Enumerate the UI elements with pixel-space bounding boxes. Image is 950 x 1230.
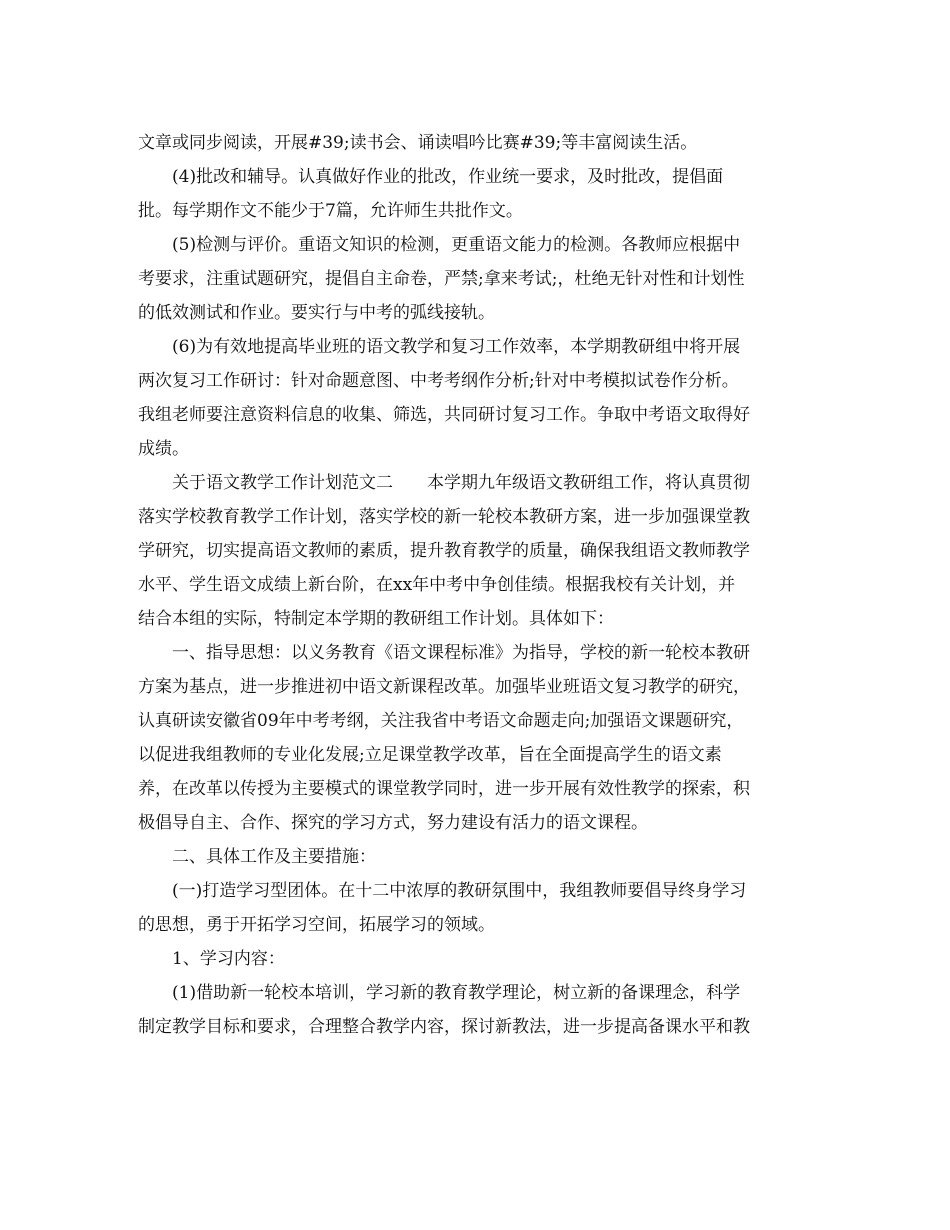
text-line: 我组老师要注意资料信息的收集、筛选，共同研讨复习工作。争取中考语文取得好 — [138, 405, 750, 425]
text-line: 关于语文教学工作计划范文二 本学期九年级语文教研组工作，将认真贯彻 — [172, 473, 750, 493]
text-line: (一)打造学习型团体。在十二中浓厚的教研氛围中，我组教师要倡导终身学习 — [172, 881, 747, 901]
text-line: 二、具体工作及主要措施： — [172, 847, 376, 867]
text-line: (5)检测与评价。重语文知识的检测，更重语文能力的检测。各教师应根据中 — [172, 235, 741, 255]
text-line: 养，在改革以传授为主要模式的课堂教学同时，进一步开展有效性教学的探索，积 — [138, 779, 750, 799]
text-line: 制定教学目标和要求，合理整合教学内容，探讨新教法，进一步提高备课水平和教 — [138, 1017, 750, 1037]
text-line: 方案为基点，进一步推进初中语文新课程改革。加强毕业班语文复习教学的研究， — [138, 677, 750, 697]
text-line: 认真研读安徽省09年中考考纲，关注我省中考语文命题走向;加强语文课题研究， — [138, 711, 744, 731]
text-line: 结合本组的实际，特制定本学期的教研组工作计划。具体如下： — [138, 609, 614, 629]
document-body — [138, 126, 814, 1044]
text-line: 一、指导思想：以义务教育《语文课程标准》为指导，学校的新一轮校本教研 — [172, 643, 750, 663]
text-line: 以促进我组教师的专业化发展;立足课堂教学改革，旨在全面提高学生的语文素 — [138, 745, 722, 765]
text-line: 文章或同步阅读，开展#39;读书会、诵读唱吟比赛#39;等丰富阅读生活。 — [138, 133, 698, 153]
text-line: 极倡导自主、合作、探究的学习方式，努力建设有活力的语文课程。 — [138, 813, 648, 833]
text-line: (6)为有效地提高毕业班的语文教学和复习工作效率，本学期教研组中将开展 — [172, 337, 741, 357]
text-line: 的思想，勇于开拓学习空间，拓展学习的领域。 — [138, 915, 495, 935]
text-line: 1、学习内容： — [172, 949, 285, 969]
text-line: 水平、学生语文成绩上新台阶，在xx年中考中争创佳绩。根据我校有关计划，并 — [138, 575, 736, 595]
text-line: 学研究，切实提高语文教师的素质，提升教育教学的质量，确保我组语文教师教学 — [138, 541, 750, 561]
text-line: 的低效测试和作业。要实行与中考的弧线接轨。 — [138, 303, 495, 323]
text-line: 成绩。 — [138, 439, 189, 459]
text-line: (4)批改和辅导。认真做好作业的批改，作业统一要求，及时批改，提倡面 — [172, 167, 724, 187]
text-line: (1)借助新一轮校本培训，学习新的教育教学理论，树立新的备课理念，科学 — [172, 983, 741, 1003]
text-line: 批。每学期作文不能少于7篇，允许师生共批作文。 — [138, 201, 523, 221]
text-line: 考要求，注重试题研究，提倡自主命卷，严禁;拿来考试;，杜绝无针对性和计划性 — [138, 269, 745, 289]
text-line: 两次复习工作研讨：针对命题意图、中考考纲作分析;针对中考模拟试卷作分析。 — [138, 371, 739, 391]
text-line: 落实学校教育教学工作计划，落实学校的新一轮校本教研方案，进一步加强课堂教 — [138, 507, 750, 527]
